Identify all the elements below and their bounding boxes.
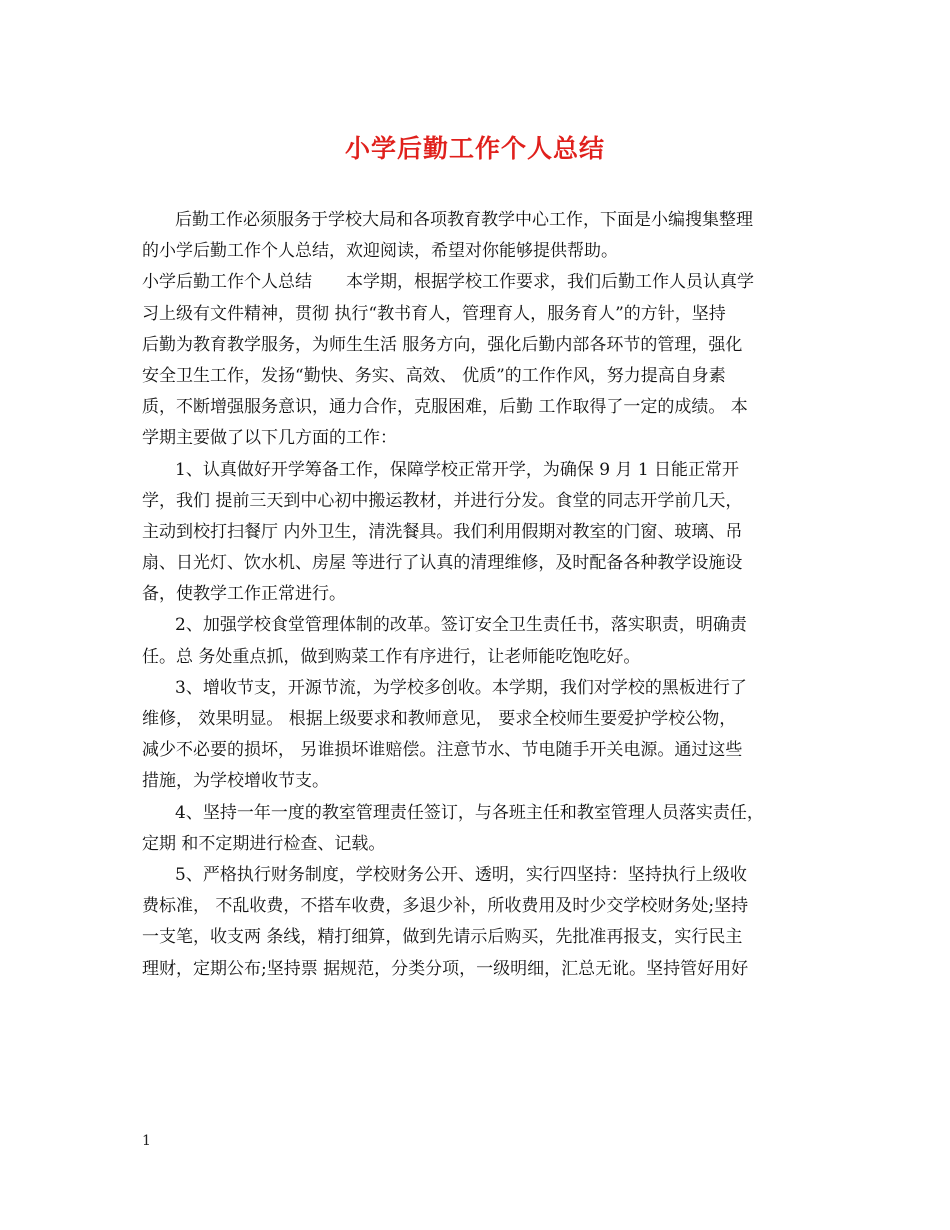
text-line: 理财，定期公布;坚持票 据规范，分类分项，一级明细，汇总无讹。坚持管好用好 [142,958,749,979]
text-line: 2、加强学校食堂管理体制的改革。签订安全卫生责任书，落实职责，明确责 [175,615,747,636]
document-body [142,205,827,985]
text-line: 定期 和不定期进行检查、记载。 [142,833,386,854]
text-line: 的小学后勤工作个人总结，欢迎阅读，希望对你能够提供帮助。 [142,241,618,262]
text-line: 一支笔，收支两 条线，精打细算，做到先请示后购买，先批准再报支，实行民主 [142,927,743,948]
text-line: 1、认真做好开学筹备工作，保障学校正常开学，为确保 9 月 1 日能正常开 [175,459,740,480]
text-line: 维修， 效果明显。 根据上级要求和教师意见， 要求全校师生要爱护学校公物， [142,709,737,729]
text-line: 学，我们 提前三天到中心初中搬运教材，并进行分发。食堂的同志开学前几天， [142,490,743,511]
text-line: 备，使教学工作正常进行。 [142,584,346,605]
text-line: 减少不必要的损坏， 另谁损坏谁赔偿。注意节水、节电随手开关电源。通过这些 [142,740,743,761]
text-line: 5、严格执行财务制度，学校财务公开、透明，实行四坚持：坚持执行上级收 [175,864,747,885]
text-line: 质，不断增强服务意识，通力合作，克服困难，后勤 工作取得了一定的成绩。 本 [142,397,748,418]
text-line: 安全卫生工作，发扬“勤快、务实、高效、 优质”的工作作风，努力提高自身素 [142,365,726,386]
text-line: 习上级有文件精神，贯彻 执行“教书育人，管理育人，服务育人”的方针，坚持 [142,303,726,324]
text-line: 费标准， 不乱收费，不搭车收费，多退少补，所收费用及时少交学校财务处;坚持 [142,896,749,917]
text-line: 措施，为学校增收节支。 [142,771,329,792]
text-line: 后勤为教育教学服务，为师生生活 服务方向，强化后勤内部各环节的管理，强化 [142,334,743,355]
document-title: 小学后勤工作个人总结 [344,134,605,163]
text-line: 任。总 务处重点抓，做到购菜工作有序进行，让老师能吃饱吃好。 [142,646,641,667]
text-line: 4、坚持一年一度的教室管理责任签订，与各班主任和教室管理人员落实责任， [175,802,764,823]
text-line: 3、增收节支，开源节流，为学校多创收。本学期，我们对学校的黑板进行了 [175,677,747,698]
text-line: 学期主要做了以下几方面的工作： [142,428,397,449]
text-line: 小学后勤工作个人总结 本学期，根据学校工作要求，我们后勤工作人员认真学 [142,272,754,293]
page-number: 1 [142,1133,151,1149]
text-line: 扇、日光灯、饮水机、房屋 等进行了认真的清理维修，及时配备各种教学设施设 [142,553,743,574]
text-line: 后勤工作必须服务于学校大局和各项教育教学中心工作，下面是小编搜集整理 [175,210,753,230]
text-line: 主动到校打扫餐厅 内外卫生，清洗餐具。我们利用假期对教室的门窗、玻璃、吊 [142,521,743,542]
